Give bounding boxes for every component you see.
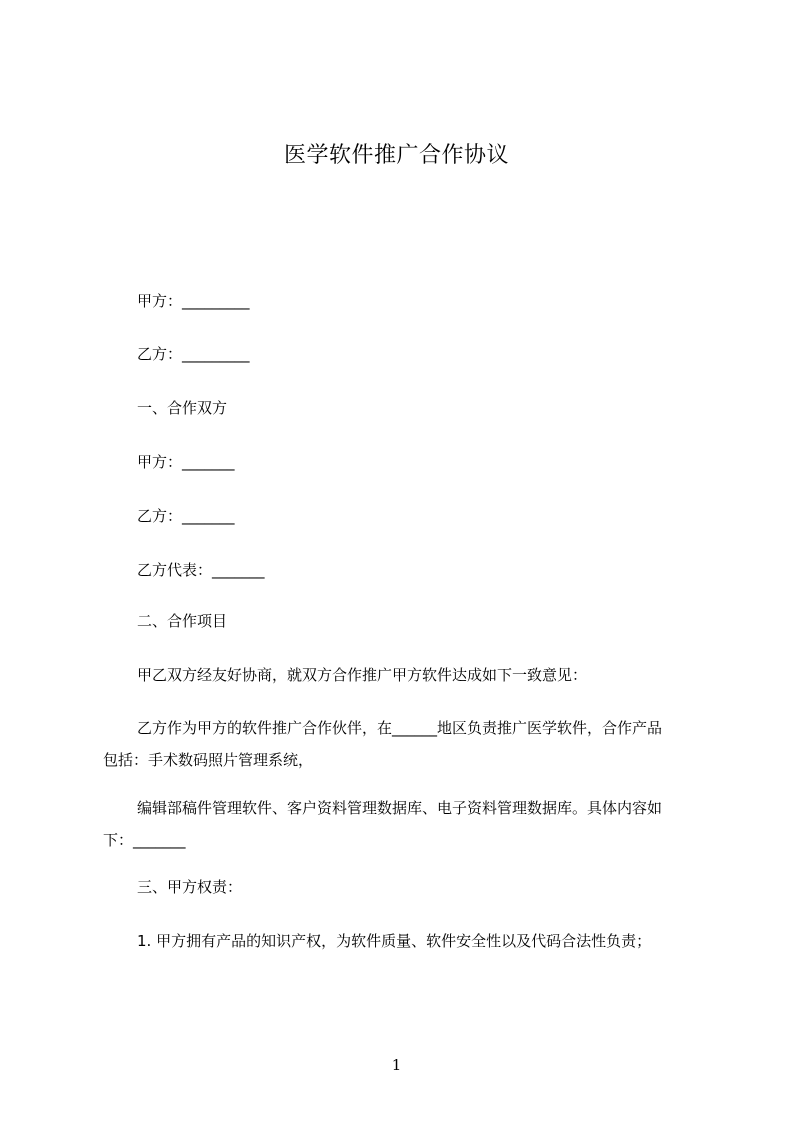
section-2-paragraph-1-line-1: 乙方作为甲方的软件推广合作伙伴，在______地区负责推广医学软件，合作产品 [137,719,663,737]
party-b-line: 乙方：_________ [137,345,250,363]
section-1-representative: 乙方代表：_______ [137,561,265,579]
section-1-party-b: 乙方：_______ [137,507,235,525]
page-number: 1 [391,1056,402,1074]
section-2-paragraph-2-line-1: 编辑部稿件管理软件、客户资料管理数据库、电子资料管理数据库。具体内容如 [137,799,663,817]
section-1-heading: 一、合作双方 [137,399,228,417]
section-2-paragraph-1-line-2: 包括：手术数码照片管理系统， [103,751,314,769]
section-2-paragraph-1 [103,712,703,776]
party-a-line: 甲方：_________ [137,292,250,310]
section-2-paragraph-2 [103,792,703,856]
document-title: 医学软件推广合作协议 [283,143,509,168]
section-3-heading: 三、甲方权责： [137,878,243,896]
section-2-heading: 二、合作项目 [137,612,228,630]
section-3-item-1: 1. 甲方拥有产品的知识产权，为软件质量、软件安全性以及代码合法性负责； [137,932,652,950]
section-2-intro: 甲乙双方经友好协商，就双方合作推广甲方软件达成如下一致意见： [137,666,588,684]
section-1-party-a: 甲方：_______ [137,453,235,471]
section-2-paragraph-2-line-2: 下：_______ [103,831,186,849]
